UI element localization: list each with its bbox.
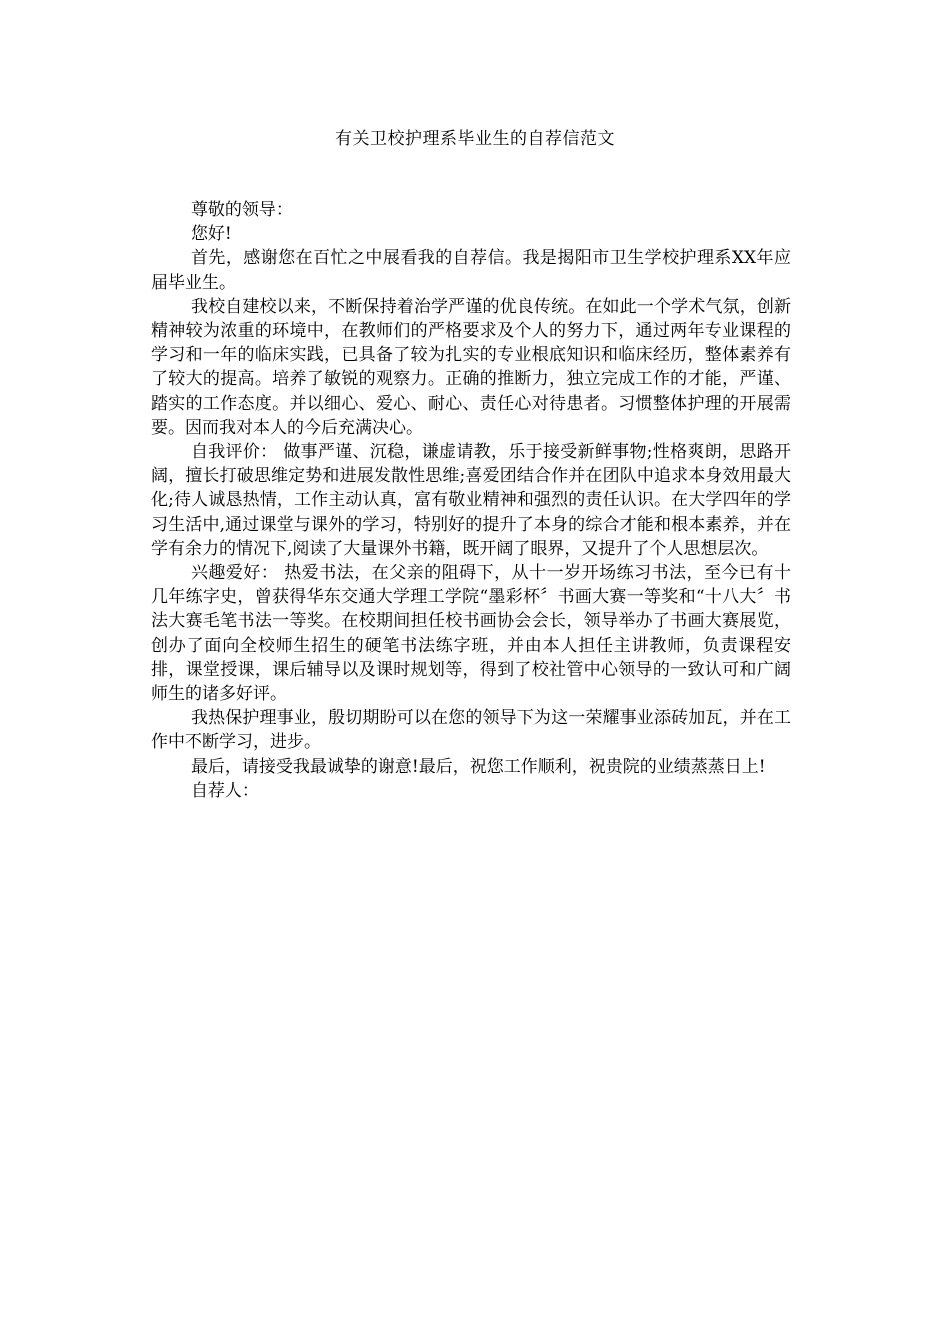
letter-body	[151, 198, 791, 803]
paragraph-commitment: 我热保护理事业，殷切期盼可以在您的领导下为这一荣耀事业添砖加瓦，并在工作中不断学习，进步。	[151, 708, 791, 753]
paragraph-self-evaluation: 自我评价： 做事严谨、沉稳，谦虚请教，乐于接受新鲜事物;性格爽朗，思路开阔，擅长打破思维定势和进展发散性思维;喜爱团结合作并在团队中追求本身效用最大化;待人诚恳热情，工作主动认真，富有敬业精神和强烈的责任认识。在大学四年的学习生活中,通过课堂与课外的学习，特别好的提升了本身的综合才能和根本素养，并在学有余力的情况下,阅读了大量课外书籍，既开阔了眼界，又提升了个人思想层次。	[151, 442, 791, 559]
paragraph-hobbies: 兴趣爱好： 热爱书法，在父亲的阻碍下，从十一岁开场练习书法，至今已有十几年练字史，曾获得华东交通大学理工学院“墨彩杯〞书画大赛一等奖和“十八大〞书法大赛毛笔书法一等奖。在校期间担任校书画协会会长，领导举办了书画大赛展览，创办了面向全校师生招生的硬笔书法练字班，并由本人担任主讲教师，负责课程安排，课堂授课，课后辅导以及课时规划等，得到了校社管中心领导的一致认可和广阔师生的诸多好评。	[151, 563, 791, 705]
document-title: 有关卫校护理系毕业生的自荐信范文	[335, 129, 615, 149]
paragraph-introduction: 首先，感谢您在百忙之中展看我的自荐信。我是揭阳市卫生学校护理系XX年应届毕业生。	[151, 248, 791, 293]
paragraph-school-background: 我校自建校以来，不断保持着治学严谨的优良传统。在如此一个学术气氛，创新精神较为浓重的环境中，在教师们的严格要求及个人的努力下，通过两年专业课程的学习和一年的临床实践，已具备了较为扎实的专业根底知识和临床经历，整体素养有了较大的提高。培养了敏锐的观察力。正确的推断力，独立完成工作的才能，严谨、踏实的工作态度。并以细心、爱心、耐心、责任心对待患者。习惯整体护理的开展需要。因而我对本人的今后充满决心。	[151, 296, 791, 438]
signature-line: 自荐人：	[190, 780, 259, 801]
paragraph-closing: 最后，请接受我最诚挚的谢意!最后，祝您工作顺利，祝贵院的业绩蒸蒸日上!	[190, 756, 766, 777]
salutation: 尊敬的领导：	[190, 200, 293, 220]
greeting: 您好!	[190, 224, 232, 245]
